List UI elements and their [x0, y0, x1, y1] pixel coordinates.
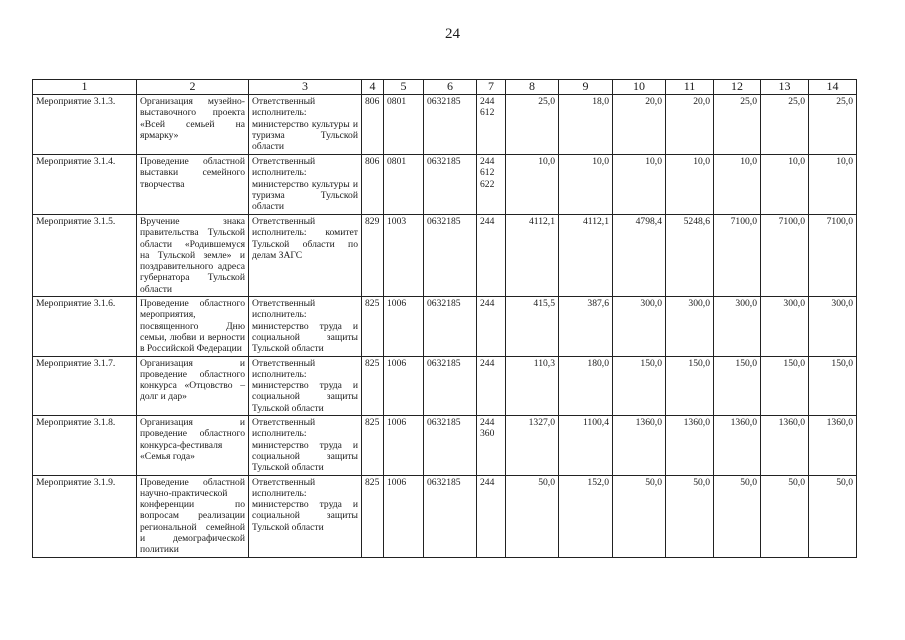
- column-header: 8: [506, 80, 559, 95]
- csr-cell: 0632185: [424, 155, 477, 215]
- column-header: 13: [761, 80, 809, 95]
- measure-cell: Мероприятие 3.1.6.: [33, 297, 137, 356]
- executor-cell: Ответственный исполнитель: министерство труда и социальной защиты Тульской области: [249, 475, 362, 557]
- table-row: [33, 95, 857, 155]
- measure-cell: Мероприятие 3.1.3.: [33, 95, 137, 155]
- executor-cell: Ответственный исполнитель: министерство труда и социальной защиты Тульской области: [249, 416, 362, 475]
- grbs-cell: 825: [362, 297, 384, 356]
- vr-cell: [477, 356, 506, 415]
- value-cell: 1360,0: [714, 416, 761, 475]
- executor-cell: Ответственный исполнитель: министерство труда и социальной защиты Тульской области: [249, 356, 362, 415]
- value-cell: 7100,0: [809, 215, 857, 297]
- measure-cell: Мероприятие 3.1.8.: [33, 416, 137, 475]
- csr-cell: 0632185: [424, 356, 477, 415]
- column-header: 9: [559, 80, 613, 95]
- measure-cell: Мероприятие 3.1.5.: [33, 215, 137, 297]
- value-cell: 1360,0: [613, 416, 666, 475]
- value-cell: 1360,0: [666, 416, 714, 475]
- column-header: 3: [249, 80, 362, 95]
- column-header: 5: [384, 80, 424, 95]
- vr-cell: [477, 95, 506, 155]
- rzpr-cell: 0801: [384, 155, 424, 215]
- vr-code: 612: [480, 107, 495, 119]
- csr-cell: 0632185: [424, 95, 477, 155]
- value-cell: 7100,0: [761, 215, 809, 297]
- value-cell: 50,0: [666, 475, 714, 557]
- value-cell: 10,0: [613, 155, 666, 215]
- vr-cell: [477, 155, 506, 215]
- vr-cell: [477, 416, 506, 475]
- value-cell: 150,0: [613, 356, 666, 415]
- column-header: 11: [666, 80, 714, 95]
- value-cell: 50,0: [506, 475, 559, 557]
- vr-code: 360: [480, 428, 495, 440]
- value-cell: 4798,4: [613, 215, 666, 297]
- vr-cell: [477, 475, 506, 557]
- vr-code: 612: [480, 167, 495, 179]
- value-cell: 150,0: [714, 356, 761, 415]
- vr-code: 244: [480, 417, 495, 429]
- measure-name-cell: Проведение областной научно-практической конференции по вопросам реализации региональной семейной и демографической политики: [137, 475, 249, 557]
- vr-code: 244: [480, 156, 495, 167]
- value-cell: 10,0: [809, 155, 857, 215]
- measure-name-cell: Организация музейно-выставочного проекта «Всей семьей на ярмарку»: [137, 95, 249, 155]
- csr-cell: 0632185: [424, 215, 477, 297]
- rzpr-cell: 1006: [384, 416, 424, 475]
- vr-code: 244: [480, 216, 495, 227]
- rzpr-cell: 1006: [384, 475, 424, 557]
- value-cell: 5248,6: [666, 215, 714, 297]
- rzpr-cell: 0801: [384, 95, 424, 155]
- header-row: [33, 80, 857, 95]
- value-cell: 150,0: [761, 356, 809, 415]
- value-cell: 1100,4: [559, 416, 613, 475]
- value-cell: 50,0: [761, 475, 809, 557]
- rzpr-cell: 1006: [384, 356, 424, 415]
- value-cell: 415,5: [506, 297, 559, 356]
- value-cell: 18,0: [559, 95, 613, 155]
- grbs-cell: 825: [362, 416, 384, 475]
- value-cell: 300,0: [714, 297, 761, 356]
- table-row: [33, 356, 857, 415]
- value-cell: 10,0: [714, 155, 761, 215]
- value-cell: 10,0: [761, 155, 809, 215]
- column-header: 10: [613, 80, 666, 95]
- value-cell: 4112,1: [506, 215, 559, 297]
- measure-name-cell: Проведение областной выставки семейного творчества: [137, 155, 249, 215]
- value-cell: 50,0: [809, 475, 857, 557]
- executor-cell: Ответственный исполнитель: министерство культуры и туризма Тульской области: [249, 95, 362, 155]
- rzpr-cell: 1006: [384, 297, 424, 356]
- column-header: 14: [809, 80, 857, 95]
- column-header: 1: [33, 80, 137, 95]
- value-cell: 7100,0: [714, 215, 761, 297]
- table-row: [33, 297, 857, 356]
- vr-cell: [477, 297, 506, 356]
- executor-cell: Ответственный исполнитель: министерство культуры и туризма Тульской области: [249, 155, 362, 215]
- value-cell: 180,0: [559, 356, 613, 415]
- measure-name-cell: Вручение знака правительства Тульской области «Родившемуся на Тульской земле» и поздравительного адреса губернатора Тульской области: [137, 215, 249, 297]
- table-row: [33, 215, 857, 297]
- executor-cell: Ответственный исполнитель: министерство труда и социальной защиты Тульской области: [249, 297, 362, 356]
- vr-code: 244: [480, 476, 495, 488]
- value-cell: 150,0: [809, 356, 857, 415]
- vr-code: 244: [480, 96, 495, 107]
- page-number: 24: [445, 26, 460, 42]
- value-cell: 50,0: [714, 475, 761, 557]
- executor-cell: Ответственный исполнитель: комитет Тульской области по делам ЗАГС: [249, 215, 362, 297]
- csr-cell: 0632185: [424, 416, 477, 475]
- table-row: [33, 155, 857, 215]
- value-cell: 10,0: [506, 155, 559, 215]
- value-cell: 50,0: [613, 475, 666, 557]
- value-cell: 387,6: [559, 297, 613, 356]
- measure-cell: Мероприятие 3.1.7.: [33, 356, 137, 415]
- value-cell: 20,0: [666, 95, 714, 155]
- vr-code: 244: [480, 298, 495, 310]
- value-cell: 25,0: [714, 95, 761, 155]
- grbs-cell: 806: [362, 95, 384, 155]
- value-cell: 25,0: [506, 95, 559, 155]
- measure-name-cell: Проведение областного мероприятия, посвященного Дню семьи, любви и верности в Российской Федерации: [137, 297, 249, 356]
- value-cell: 300,0: [761, 297, 809, 356]
- measure-name-cell: Организация и проведение областного конкурса-фестиваля «Семья года»: [137, 416, 249, 475]
- vr-code: 622: [480, 178, 495, 190]
- value-cell: 300,0: [613, 297, 666, 356]
- value-cell: 300,0: [666, 297, 714, 356]
- csr-cell: 0632185: [424, 297, 477, 356]
- column-header: 4: [362, 80, 384, 95]
- grbs-cell: 829: [362, 215, 384, 297]
- value-cell: 25,0: [761, 95, 809, 155]
- grbs-cell: 825: [362, 356, 384, 415]
- csr-cell: 0632185: [424, 475, 477, 557]
- value-cell: 1327,0: [506, 416, 559, 475]
- value-cell: 150,0: [666, 356, 714, 415]
- value-cell: 10,0: [559, 155, 613, 215]
- value-cell: 20,0: [613, 95, 666, 155]
- value-cell: 110,3: [506, 356, 559, 415]
- grbs-cell: 825: [362, 475, 384, 557]
- value-cell: 300,0: [809, 297, 857, 356]
- value-cell: 152,0: [559, 475, 613, 557]
- value-cell: 4112,1: [559, 215, 613, 297]
- column-header: 12: [714, 80, 761, 95]
- value-cell: 10,0: [666, 155, 714, 215]
- column-header: 2: [137, 80, 249, 95]
- grbs-cell: 806: [362, 155, 384, 215]
- table-row: [33, 416, 857, 475]
- vr-code: 244: [480, 357, 495, 369]
- value-cell: 1360,0: [809, 416, 857, 475]
- column-header: 6: [424, 80, 477, 95]
- value-cell: 25,0: [809, 95, 857, 155]
- budget-table: [32, 79, 857, 558]
- column-header: 7: [477, 80, 506, 95]
- value-cell: 1360,0: [761, 416, 809, 475]
- measure-name-cell: Организация и проведение областного конкурса «Отцовство – долг и дар»: [137, 356, 249, 415]
- table-row: [33, 475, 857, 557]
- measure-cell: Мероприятие 3.1.4.: [33, 155, 137, 215]
- rzpr-cell: 1003: [384, 215, 424, 297]
- vr-cell: [477, 215, 506, 297]
- measure-cell: Мероприятие 3.1.9.: [33, 475, 137, 557]
